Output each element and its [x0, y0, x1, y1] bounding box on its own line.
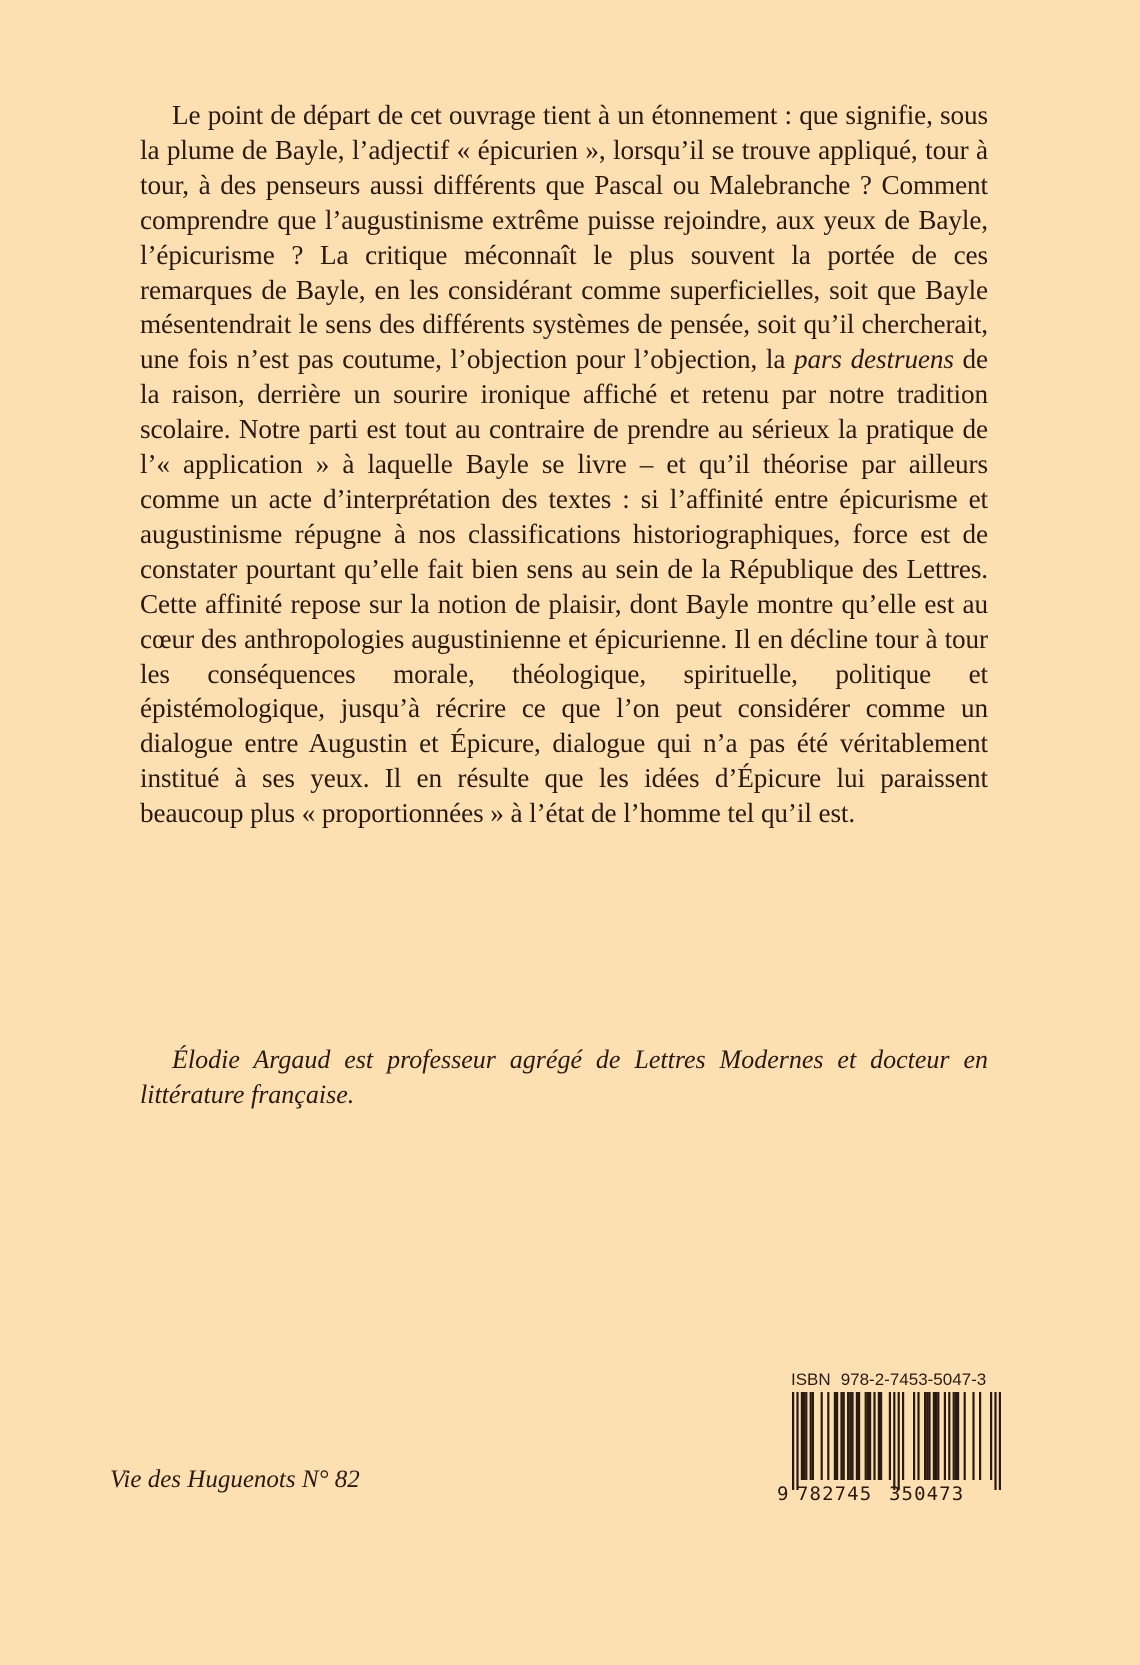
- barcode-bar: [898, 1392, 900, 1490]
- barcode-bar: [843, 1392, 845, 1480]
- barcode-digit-right-group: 350473: [889, 1483, 965, 1505]
- barcode-bar: [944, 1392, 946, 1480]
- summary-part-2: de la raison, derrière un sourire ironique affiché et retenu par notre tradition scolaire. Notre parti est tout au contraire de prendre au sérieux la pratique de l’« application » à laquelle Bayle se livre – et qu’il théorise par ailleurs comme un acte d’interprétation des textes : si l’affinité entre épicurisme et augustinisme répugne à nos classifications historiographiques, force est de constater pourtant qu’elle fait bien sens au sein de la République des Lettres. Cette affinité repose sur la notion de plaisir, dont Bayle montre qu’elle est au cœur des anthropologies augustinienne et épicurienne. Il en décline tour à tour les conséquences morale, théologique, spirituelle, politique et épistémologique, jusqu’à récrire ce que l’on peut considérer comme un dialogue entre Augustin et Épicure, dialogue qui n’a pas été véritablement institué à ses yeux. Il en résulte que les idées d’Épicure lui paraissent beaucoup plus « proportionnées » à l’état de l’homme tel qu’il est.: [140, 344, 988, 829]
- barcode-bar: [999, 1392, 1001, 1490]
- barcode-bar: [889, 1392, 891, 1480]
- barcode-bar: [994, 1392, 996, 1490]
- barcode-bar: [979, 1392, 981, 1480]
- barcode-bar: [856, 1392, 858, 1480]
- barcode-bar: [858, 1392, 860, 1480]
- barcode-bar: [851, 1392, 853, 1480]
- barcode-bar: [913, 1392, 915, 1480]
- barcode-bar: [902, 1392, 904, 1480]
- barcode-bar: [812, 1392, 814, 1480]
- barcode-bar: [792, 1392, 794, 1490]
- summary-paragraph: [140, 98, 988, 831]
- author-note: [140, 1043, 988, 1112]
- barcode-bar: [917, 1392, 919, 1480]
- isbn-number: 978-2-7453-5047-3: [840, 1370, 987, 1389]
- summary-text: [140, 98, 988, 831]
- barcode-bar: [867, 1392, 869, 1480]
- barcode-bar: [972, 1392, 974, 1480]
- barcode-digit-first: 9: [777, 1483, 789, 1505]
- barcode-bar: [933, 1392, 935, 1480]
- barcode-bar: [869, 1392, 871, 1480]
- barcode-bar: [955, 1392, 957, 1480]
- barcode-bar: [953, 1392, 955, 1480]
- barcode-bar: [821, 1392, 823, 1480]
- italic-phrase: pars destruens: [793, 344, 954, 375]
- barcode-bar: [840, 1392, 842, 1480]
- barcode-bar: [796, 1392, 798, 1490]
- barcode-bar: [924, 1392, 926, 1480]
- barcode-bar: [957, 1392, 959, 1480]
- barcode-bar: [893, 1392, 895, 1490]
- barcode-bar: [928, 1392, 930, 1480]
- barcode-bar: [948, 1392, 950, 1480]
- isbn-line: [791, 1371, 1021, 1389]
- barcode-bar: [836, 1392, 838, 1480]
- barcode-bar: [803, 1392, 805, 1480]
- barcode-bar: [834, 1392, 836, 1480]
- barcode-bar: [849, 1392, 851, 1480]
- barcode-bar: [810, 1392, 812, 1480]
- barcode-bar: [878, 1392, 880, 1480]
- barcode-bar: [937, 1392, 939, 1480]
- barcode-bar: [990, 1392, 992, 1480]
- isbn-block: [777, 1370, 1021, 1505]
- barcode-bar: [827, 1392, 829, 1480]
- barcode-bar: [964, 1392, 966, 1480]
- series-label: Vie des Huguenots N° 82: [110, 1466, 360, 1493]
- barcode-bar: [873, 1392, 875, 1480]
- summary-part-1: Le point de départ de cet ouvrage tient à un étonnement : que signifie, sous la plume de Bayle, l’adjectif « épicurien », lorsqu’il se trouve appliqué, tour à tour, à des penseurs aussi différents que Pascal ou Malebranche ? Comment comprendre que l’augustinisme extrême puisse rejoindre, aux yeux de Bayle, l’épicurisme ? La critique méconnaît le plus souvent la portée de ces remarques de Bayle, en les considérant comme superficielles, soit que Bayle mésentendrait le sens des différents systèmes de pensée, soit qu’il chercherait, une fois n’est pas coutume, l’objection pour l’objection, la: [140, 100, 988, 375]
- barcode-digit-left-group: 782745: [797, 1483, 873, 1505]
- isbn-label: ISBN: [791, 1370, 831, 1389]
- barcode-bar: [865, 1392, 867, 1480]
- barcode-bar: [805, 1392, 807, 1480]
- barcode-bar: [935, 1392, 937, 1480]
- barcode-bar: [847, 1392, 849, 1480]
- author-note-text: Élodie Argaud est professeur agrégé de Lettres Modernes et docteur en littérature française.: [140, 1045, 988, 1109]
- barcode-bar: [926, 1392, 928, 1480]
- barcode-bar: [801, 1392, 803, 1480]
- barcode-bar: [880, 1392, 882, 1480]
